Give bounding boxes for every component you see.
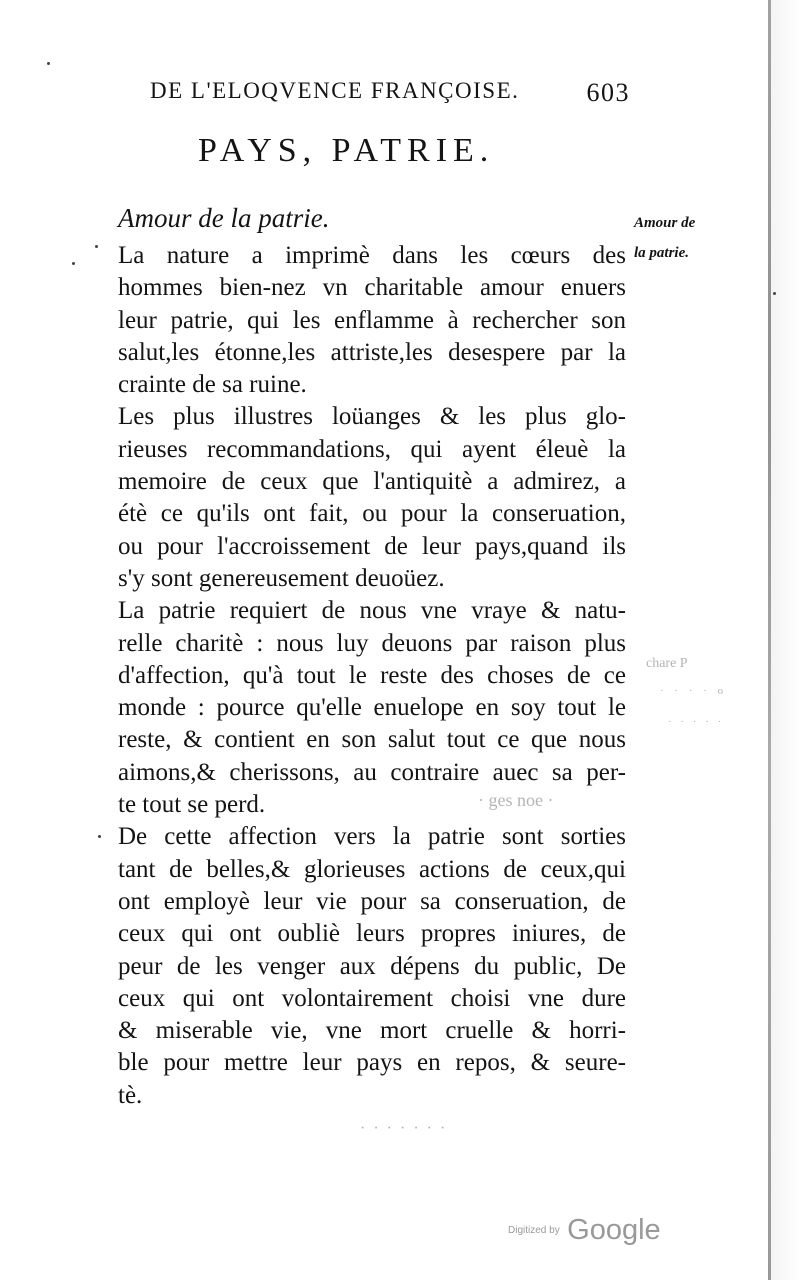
text-line: leur patrie, qui les enflamme à rechercher son bbox=[118, 306, 626, 334]
text-line: reste, & contient en son salut tout ce que nous bbox=[118, 726, 626, 754]
text-line: d'affection, qu'à tout le reste des choses de ce bbox=[118, 661, 626, 689]
ink-speck bbox=[98, 835, 101, 838]
text-line: étè ce qu'ils ont fait, ou pour la conseruation, bbox=[118, 500, 626, 528]
bleed-through-text: · ges noe · bbox=[478, 790, 554, 810]
text-line: ceux qui ont oubliè leurs propres iniures, de bbox=[118, 920, 626, 948]
page-edge-shadow bbox=[771, 0, 801, 1280]
section-title: PAYS, PATRIE. bbox=[198, 132, 495, 169]
ink-speck bbox=[47, 62, 50, 65]
text-line: & miserable vie, vne mort cruelle & horri- bbox=[118, 1017, 626, 1045]
text-line: ou pour l'accroissement de leur pays,quand ils bbox=[118, 532, 626, 560]
page-number: 603 bbox=[586, 78, 630, 107]
margin-note-line: la patrie. bbox=[634, 245, 689, 261]
watermark-small-text: Digitized by bbox=[508, 1225, 560, 1236]
bleed-through-text: · · · · · bbox=[668, 716, 725, 728]
bleed-through-text: chare P bbox=[646, 656, 688, 671]
subhead: Amour de la patrie. bbox=[118, 203, 330, 233]
text-line: De cette affection vers la patrie sont sorties bbox=[118, 823, 626, 851]
margin-note-line: Amour de bbox=[634, 215, 696, 231]
text-line: La patrie requiert de nous vne vraye & natu- bbox=[118, 597, 626, 625]
text-line: hommes bien-nez vn charitable amour enuers bbox=[118, 274, 626, 302]
ink-speck bbox=[773, 292, 776, 295]
text-line: relle charitè : nous luy deuons par raison plus bbox=[118, 629, 626, 657]
digitized-watermark bbox=[508, 1214, 661, 1254]
running-head bbox=[150, 78, 630, 112]
text-line: peur de les venger aux dépens du public, De bbox=[118, 952, 626, 980]
text-line: tant de belles,& glorieuses actions de ceux,qui bbox=[118, 855, 626, 883]
text-line: tè. bbox=[118, 1081, 143, 1109]
text-line: ceux qui ont volontairement choisi vne dure bbox=[118, 984, 626, 1012]
text-line: memoire de ceux que l'antiquitè a admirez, a bbox=[118, 468, 626, 496]
text-line: ble pour mettre leur pays en repos, & seure- bbox=[118, 1049, 626, 1077]
text-line: ont employè leur vie pour sa conseruation, de bbox=[118, 887, 626, 915]
text-line: rieuses recommandations, qui ayent éleuè la bbox=[118, 435, 626, 463]
text-line: salut,les étonne,les attriste,les desespere par la bbox=[118, 338, 626, 366]
ink-speck bbox=[95, 245, 98, 248]
text-line: Les plus illustres loüanges & les plus glo- bbox=[118, 403, 626, 431]
running-head-title: DE L'ELOQVENCE FRANÇOISE. bbox=[150, 78, 520, 103]
text-line: La nature a imprimè dans les cœurs des bbox=[118, 242, 626, 269]
ink-speck bbox=[72, 262, 75, 265]
google-logo-text: Google bbox=[567, 1214, 661, 1246]
margin-note bbox=[634, 208, 734, 268]
bleed-through-text: · · · · o bbox=[660, 685, 728, 697]
body-text bbox=[118, 240, 626, 1112]
bleed-through-text: · · · · · · · bbox=[360, 1120, 448, 1137]
text-line: monde : pource qu'elle enuelope en soy tout le bbox=[118, 694, 626, 722]
text-line: crainte de sa ruine. bbox=[118, 371, 307, 399]
text-line: te tout se perd. bbox=[118, 791, 266, 819]
text-line: s'y sont genereusement deuoüez. bbox=[118, 564, 445, 592]
text-line: aimons,& cherissons, au contraire auec sa per- bbox=[118, 758, 626, 786]
